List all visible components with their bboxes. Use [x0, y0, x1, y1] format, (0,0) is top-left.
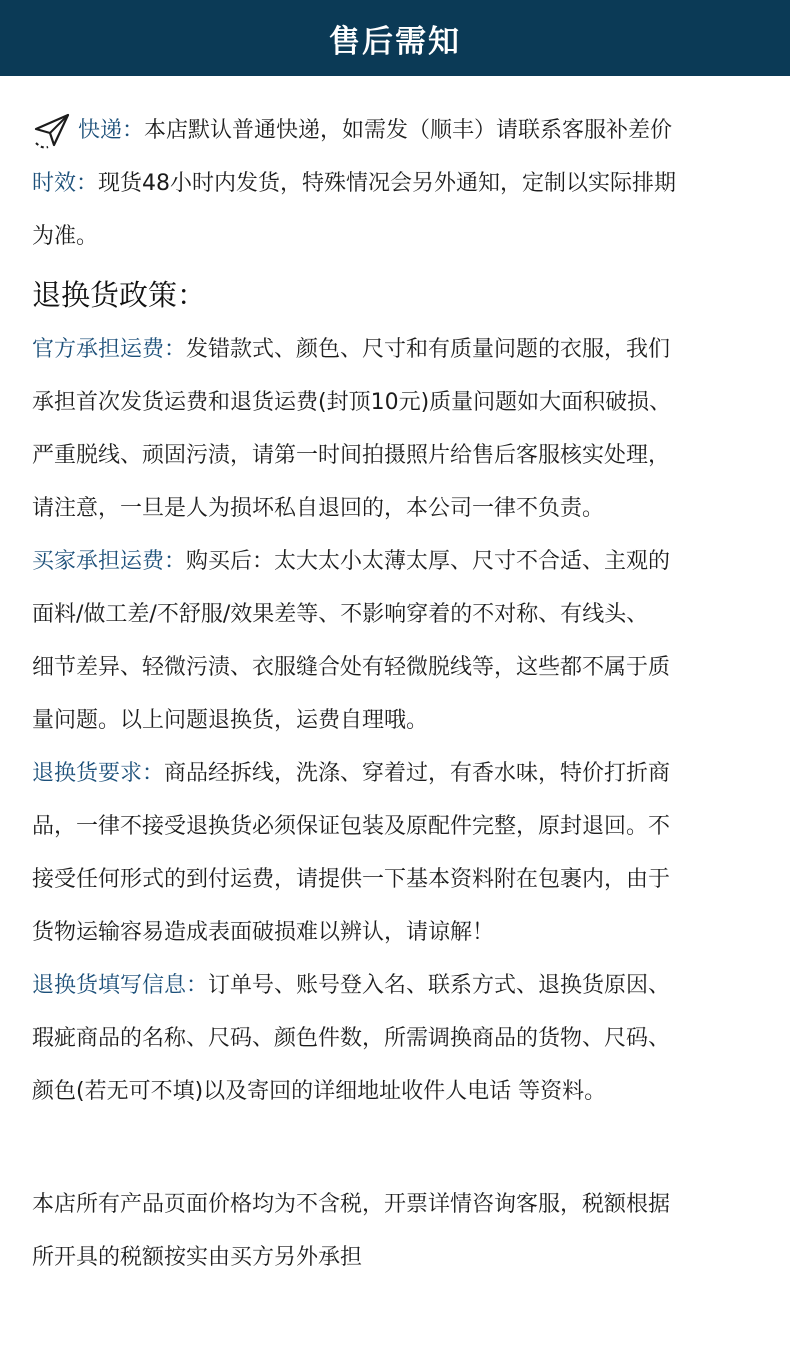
official-line-2: 承担首次发货运费和退货运费(封顶10元)质量问题如大面积破损、 [32, 390, 672, 415]
official-line-4: 请注意，一旦是人为损坏私自退回的，本公司一律不负责。 [32, 496, 605, 521]
page-title: 售后需知 [329, 23, 461, 60]
buyer-line-1 [32, 535, 780, 588]
policy-title: 退换货政策： [32, 278, 207, 312]
official-line-3: 严重脱线、顽固污渍，请第一时间拍摄照片给售后客服核实处理， [32, 443, 671, 468]
buyer-text: 购买后：太大太小太薄太厚、尺寸不合适、主观的 [186, 549, 671, 574]
info-line-3: 颜色(若无可不填)以及寄回的详细地址收件人电话 等资料。 [32, 1079, 607, 1104]
info-line-1 [32, 959, 780, 1012]
official-line-1 [32, 323, 780, 376]
buyer-label: 买家承担运费： [32, 549, 187, 574]
paper-plane-icon [32, 109, 72, 153]
requirements-line-2: 品，一律不接受退换货必须保证包装及原配件完整，原封退回。不 [32, 814, 671, 839]
info-label: 退换货填写信息： [32, 973, 209, 998]
tax-line-2: 所开具的税额按实由买方另外承担 [32, 1245, 363, 1270]
requirements-text: 商品经拆线，洗涤、穿着过，有香水味，特价打折商 [164, 761, 671, 786]
info-line-2: 瑕疵商品的名称、尺码、颜色件数，所需调换商品的货物、尺码、 [32, 1026, 671, 1051]
timing-line-2: 为准。 [32, 224, 99, 249]
section-gap [32, 1118, 780, 1178]
express-line [32, 104, 780, 157]
requirements-line-4: 货物运输容易造成表面破损难以辨认，请谅解！ [32, 920, 495, 945]
info-text: 订单号、账号登入名、联系方式、退换货原因、 [208, 973, 671, 998]
express-label: 快递： [78, 118, 145, 143]
requirements-line-3: 接受任何形式的到付运费，请提供一下基本资料附在包裹内，由于 [32, 867, 671, 892]
timing-text: 现货48小时内发货，特殊情况会另外通知，定制以实际排期 [98, 171, 677, 196]
buyer-line-2: 面料/做工差/不舒服/效果差等、不影响穿着的不对称、有线头、 [32, 602, 649, 627]
official-label: 官方承担运费： [32, 337, 187, 362]
requirements-line-1 [32, 747, 780, 800]
timing-line-1 [32, 157, 780, 210]
buyer-line-3: 细节差异、轻微污渍、衣服缝合处有轻微脱线等，这些都不属于质 [32, 655, 671, 680]
header-bar [0, 0, 790, 76]
requirements-label: 退换货要求： [32, 761, 165, 786]
tax-line-1: 本店所有产品页面价格均为不含税，开票详情咨询客服，税额根据 [32, 1192, 671, 1217]
buyer-line-4: 量问题。以上问题退换货，运费自理哦。 [32, 708, 429, 733]
official-text: 发错款式、颜色、尺寸和有质量问题的衣服，我们 [186, 337, 671, 362]
timing-label: 时效： [32, 171, 99, 196]
express-text: 本店默认普通快递，如需发（顺丰）请联系客服补差价 [144, 118, 673, 143]
notice-content [32, 104, 780, 1284]
